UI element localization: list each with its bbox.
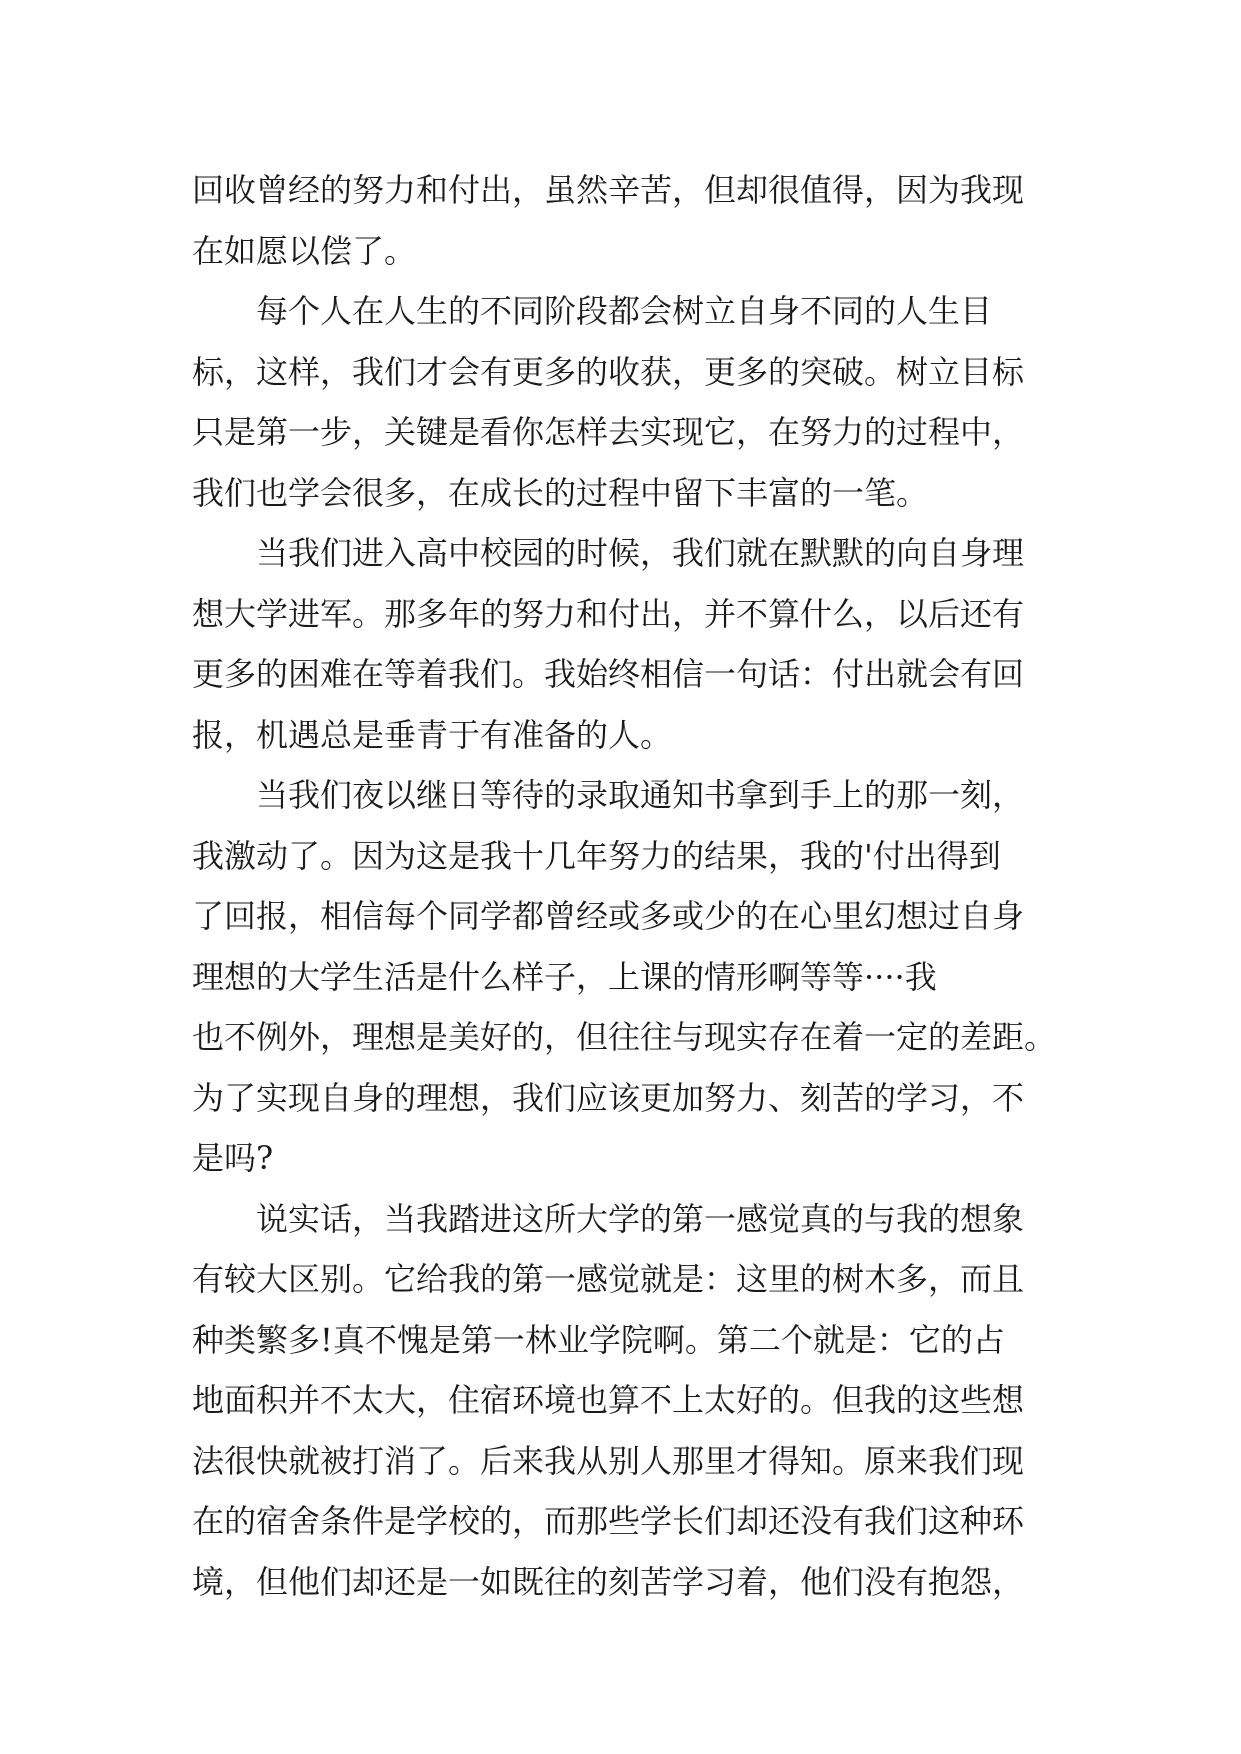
text-line: 种类繁多!真不愧是第一林业学院啊。第二个就是：它的占 [192, 1320, 1005, 1359]
text-line: 在如愿以偿了。 [192, 231, 417, 270]
text-line: 理想的大学生活是什么样子，上课的情形啊等等····我 [192, 957, 937, 996]
text-line: 在的宿舍条件是学校的，而那些学长们却还没有我们这种环 [192, 1502, 1025, 1540]
text-line: 我激动了。因为这是我十几年努力的结果，我的'付出得到 [192, 836, 1001, 875]
text-line: 想大学进军。那多年的努力和付出，并不算什么，以后还有 [192, 594, 1025, 633]
text-line: 为了实现自身的理想，我们应该更加努力、刻苦的学习，不 [192, 1078, 1025, 1117]
text-line: 了回报，相信每个同学都曾经或多或少的在心里幻想过自身 [192, 897, 1025, 935]
text-line: 只是第一步，关键是看你怎样去实现它，在努力的过程中， [192, 413, 1025, 451]
text-line: 更多的困难在等着我们。我始终相信一句话：付出就会有回 [192, 655, 1025, 693]
text-line: 法很快就被打消了。后来我从别人那里才得知。原来我们现 [192, 1441, 1025, 1480]
text-line: 每个人在人生的不同阶段都会树立自身不同的人生目 [256, 292, 993, 330]
text-line: 我们也学会很多，在成长的过程中留下丰富的一笔。 [192, 473, 929, 512]
text-line: 也不例外，理想是美好的，但往往与现实存在着一定的差距。 [192, 1018, 1057, 1056]
text-line: 地面积并不太大，住宿环境也算不上太好的。但我的这些想 [192, 1381, 1025, 1419]
text-line: 境，但他们却还是一如既往的刻苦学习着，他们没有抱怨， [192, 1562, 1025, 1601]
text-line: 是吗? [192, 1139, 274, 1177]
text-line: 标，这样，我们才会有更多的收获，更多的突破。树立目标 [192, 352, 1025, 391]
body-text [192, 160, 1062, 1612]
text-line: 当我们夜以继日等待的录取通知书拿到手上的那一刻， [256, 776, 1025, 814]
text-line: 说实话，当我踏进这所大学的第一感觉真的与我的想象 [256, 1199, 1025, 1238]
text-line: 有较大区别。它给我的第一感觉就是：这里的树木多，而且 [192, 1260, 1025, 1298]
text-line: 报，机遇总是垂青于有准备的人。 [192, 715, 673, 754]
text-line: 当我们进入高中校园的时候，我们就在默默的向自身理 [256, 534, 1025, 572]
text-line: 回收曾经的努力和付出，虽然辛苦，但却很值得，因为我现 [192, 171, 1025, 209]
